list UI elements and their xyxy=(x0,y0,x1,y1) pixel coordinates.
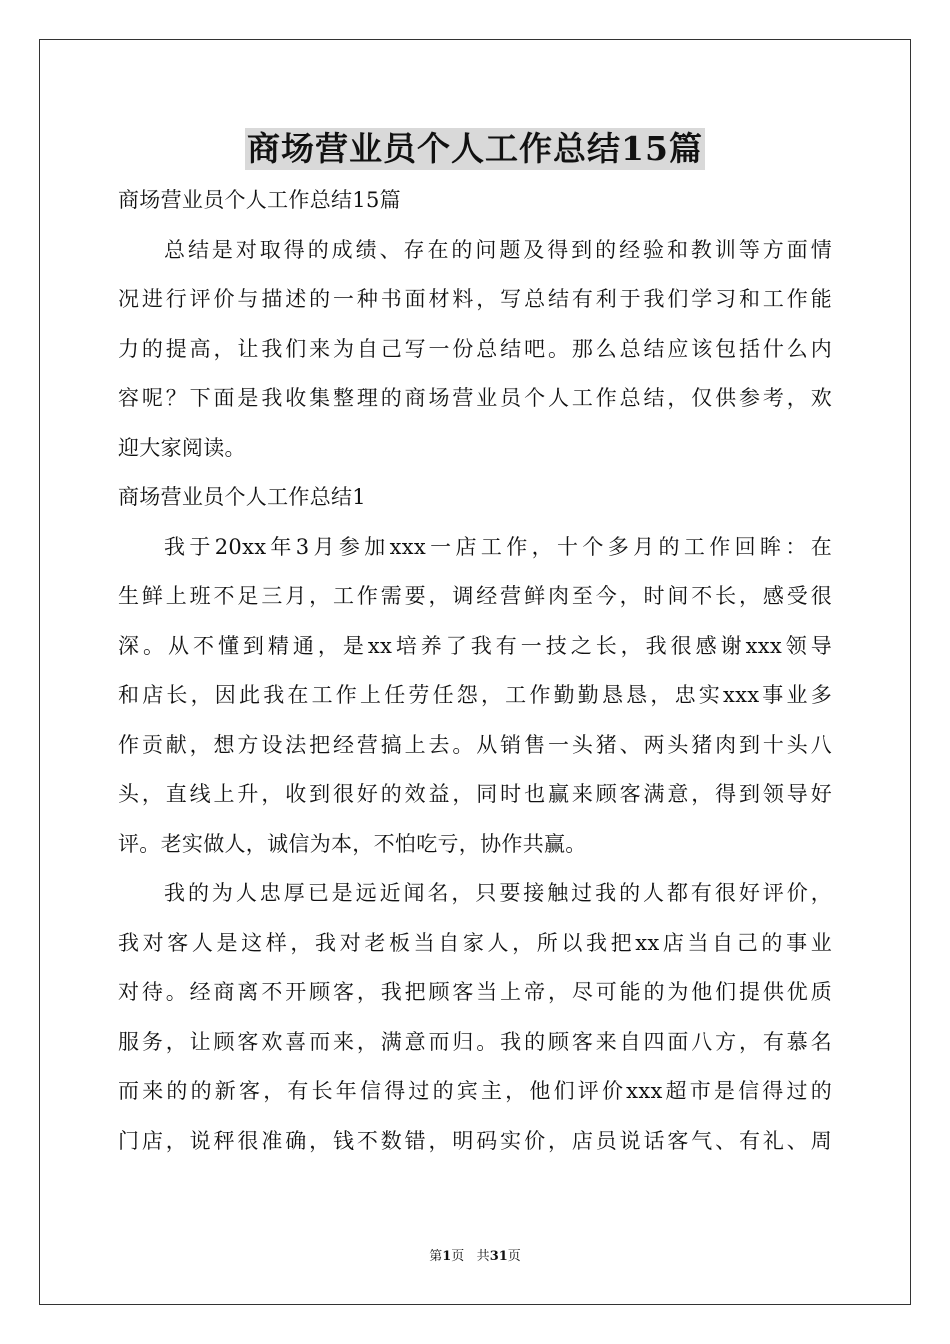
subtitle-line: 商场营业员个人工作总结15篇 xyxy=(118,188,401,212)
document-body xyxy=(118,176,832,1166)
paragraph-line: 服务，让顾客欢喜而来，满意而归。我的顾客来自四面八方，有慕名 xyxy=(118,1029,832,1054)
page-footer xyxy=(0,1245,950,1264)
paragraph-line: 作贡献，想方设法把经营搞上去。从销售一头猪、两头猪肉到十头八 xyxy=(118,732,832,757)
total-unit: 页 xyxy=(507,1249,521,1264)
intro-line: 况进行评价与描述的一种书面材料，写总结有利于我们学习和工作能 xyxy=(118,287,832,311)
intro-line: 总结是对取得的成绩、存在的问题及得到的经验和教训等方面情 xyxy=(164,237,832,262)
paragraph-line: 和店长，因此我在工作上任劳任怨，工作勤勤恳恳，忠实xxx事业多 xyxy=(118,683,832,707)
paragraph-line: 深。从不懂到精通，是xx培养了我有一技之长，我很感谢xxx领导 xyxy=(118,633,832,658)
paragraph-line: 头，直线上升，收到很好的效益，同时也赢来顾客满意，得到领导好 xyxy=(118,782,832,806)
page-total: 31 xyxy=(489,1249,508,1264)
total-prefix: 共 xyxy=(476,1249,490,1264)
paragraph-line: 生鲜上班不足三月，工作需要，调经营鲜肉至今，时间不长，感受很 xyxy=(118,584,832,608)
page-current: 1 xyxy=(442,1249,452,1264)
paragraph-line: 门店，说秤很准确，钱不数错，明码实价，店员说话客气、有礼、周 xyxy=(118,1128,832,1153)
intro-line: 迎大家阅读。 xyxy=(118,435,246,460)
paragraph-line: 对待。经商离不开顾客，我把顾客当上帝，尽可能的为他们提供优质 xyxy=(118,980,832,1004)
paragraph-line: 我的为人忠厚已是远近闻名，只要接触过我的人都有很好评价， xyxy=(164,881,832,905)
paragraph-line: 而来的的新客，有长年信得过的宾主，他们评价xxx超市是信得过的 xyxy=(118,1079,832,1103)
intro-line: 容呢？下面是我收集整理的商场营业员个人工作总结，仅供参考，欢 xyxy=(118,386,832,410)
paragraph-line: 评。老实做人，诚信为本，不怕吃亏，协作共赢。 xyxy=(118,831,587,856)
intro-line: 力的提高，让我们来为自己写一份总结吧。那么总结应该包括什么内 xyxy=(118,336,832,361)
page-prefix: 第 xyxy=(429,1249,443,1264)
section-heading: 商场营业员个人工作总结1 xyxy=(118,485,366,509)
document-title: 商场营业员个人工作总结15篇 xyxy=(247,129,703,168)
paragraph-line: 我于20xx年3月参加xxx一店工作，十个多月的工作回眸：在 xyxy=(164,534,832,559)
title-container xyxy=(0,128,950,170)
paragraph-line: 我对客人是这样，我对老板当自家人，所以我把xx店当自己的事业 xyxy=(118,930,832,955)
page-unit: 页 xyxy=(451,1249,465,1264)
